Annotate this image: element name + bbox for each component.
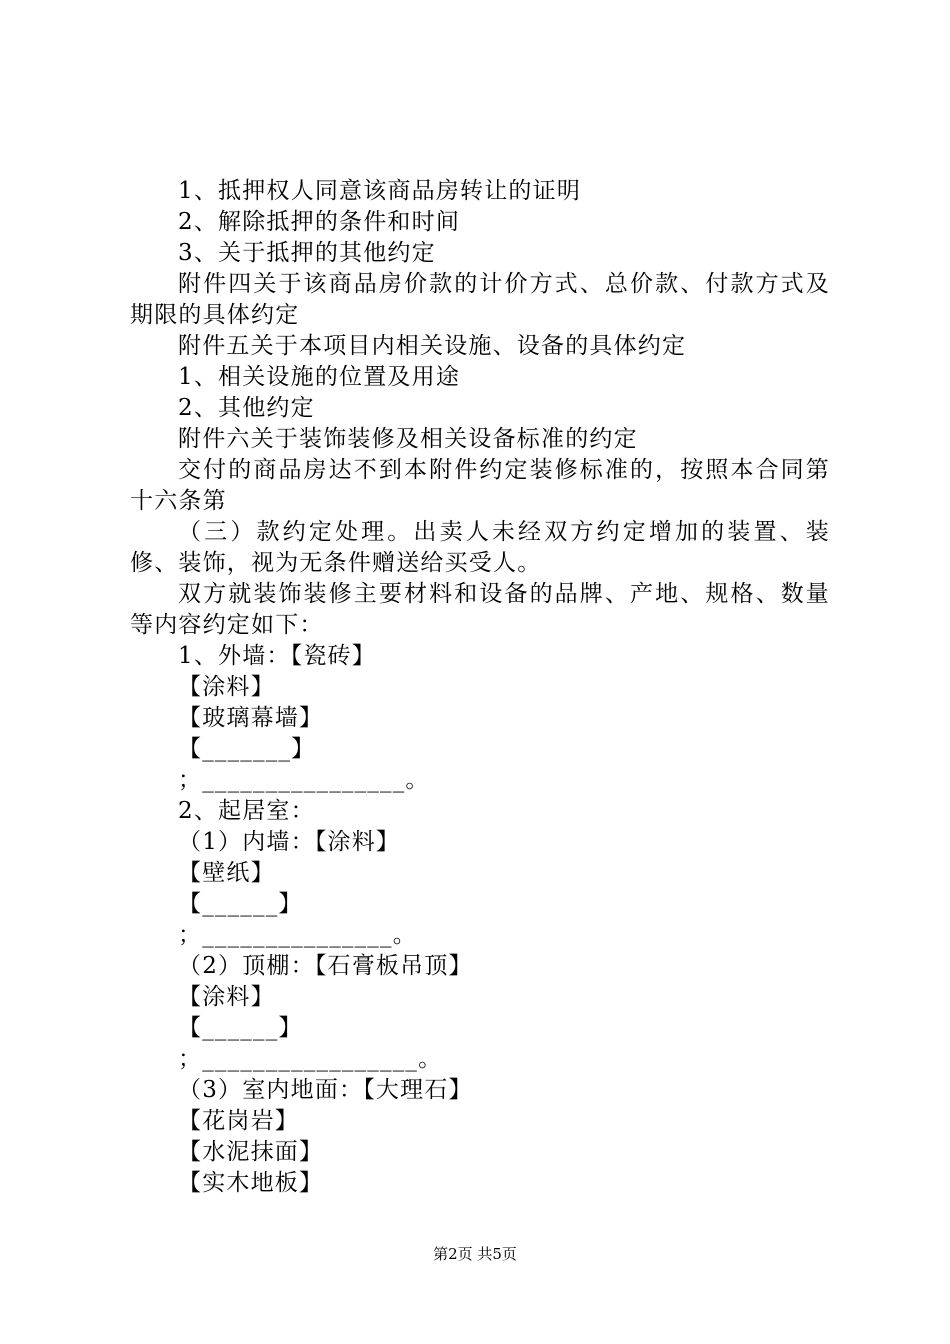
paragraph: 1、外墙：【瓷砖】: [178, 643, 376, 669]
paragraph: ；_______________。: [178, 922, 417, 948]
paragraph: 附件四关于该商品房价款的计价方式、总价款、付款方式及期限的具体约定: [130, 271, 830, 328]
paragraph: ；_________________。: [178, 1046, 443, 1072]
paragraph: 【_______】: [178, 736, 316, 762]
paragraph: （2）顶棚：【石膏板吊顶】: [178, 953, 473, 979]
paragraph: 【涂料】: [178, 984, 275, 1010]
paragraph: 2、其他约定: [178, 395, 315, 421]
paragraph: 2、解除抵押的条件和时间: [178, 209, 461, 235]
paragraph: （三）款约定处理。出卖人未经双方约定增加的装置、装修、装饰，视为无条件赠送给买受人。: [130, 519, 830, 576]
paragraph: 【实木地板】: [178, 1170, 324, 1196]
paragraph: （3）室内地面：【大理石】: [178, 1077, 473, 1103]
paragraph: 【水泥抹面】: [178, 1139, 324, 1165]
paragraph: 【______】: [178, 891, 303, 917]
paragraph: 附件五关于本项目内相关设施、设备的具体约定: [178, 333, 687, 359]
paragraph: 附件六关于装饰装修及相关设备标准的约定: [178, 426, 638, 452]
paragraph: 2、起居室：: [178, 798, 315, 824]
paragraph: 1、相关设施的位置及用途: [178, 364, 461, 390]
paragraph: 交付的商品房达不到本附件约定装修标准的，按照本合同第十六条第: [130, 457, 830, 514]
paragraph: 1、抵押权人同意该商品房转让的证明: [178, 178, 582, 204]
paragraph: 【______】: [178, 1015, 303, 1041]
paragraph: （1）内墙：【涂料】: [178, 829, 401, 855]
page-number: 第2页 共5页: [433, 1245, 517, 1263]
page-footer: [0, 1244, 950, 1264]
paragraph: 双方就装饰装修主要材料和设备的品牌、产地、规格、数量等内容约定如下：: [130, 581, 830, 638]
paragraph: 3、关于抵押的其他约定: [178, 240, 436, 266]
paragraph: 【涂料】: [178, 674, 275, 700]
document-body: [130, 176, 830, 1199]
paragraph: 【玻璃幕墙】: [178, 705, 324, 731]
paragraph: 【壁纸】: [178, 860, 275, 886]
paragraph: ；________________。: [178, 767, 430, 793]
paragraph: 【花岗岩】: [178, 1108, 299, 1134]
